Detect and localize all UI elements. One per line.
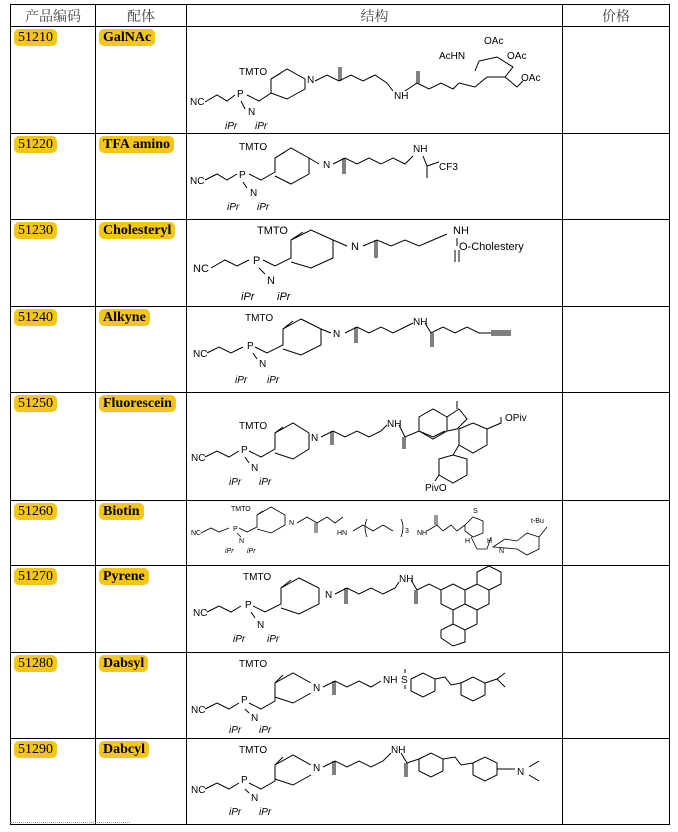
n-label: N — [259, 359, 267, 370]
nc-label: NC — [190, 176, 205, 187]
price-cell — [563, 739, 670, 825]
product-code: 51240 — [14, 309, 57, 326]
ligand-name: Alkyne — [99, 309, 150, 326]
ipr-label: iPr — [255, 121, 268, 132]
footer-divider — [10, 822, 130, 831]
nc-label: NC — [191, 785, 206, 796]
oac-label: OAc — [484, 36, 504, 47]
n-label: N — [323, 160, 331, 171]
p-label: P — [239, 170, 246, 181]
repeat-count-label: 3 — [405, 528, 409, 535]
nh-label: NH — [413, 144, 428, 155]
p-label: P — [237, 89, 244, 100]
fluorescein-structure-image — [187, 393, 561, 499]
n-label: N — [307, 75, 315, 86]
fluorescein-bonds — [205, 401, 501, 483]
table-row — [11, 739, 670, 825]
structure-cell — [187, 653, 563, 739]
cholesteryl-bonds — [211, 230, 459, 274]
n-label: N — [325, 590, 333, 601]
pivo-label: PivO — [425, 483, 447, 494]
table-row — [11, 307, 670, 393]
n-label: N — [351, 241, 359, 253]
structure-cell — [187, 501, 563, 566]
nh-label: NH — [399, 574, 414, 585]
n-label: N — [251, 463, 259, 474]
ipr-label: iPr — [229, 725, 242, 736]
ipr-label: iPr — [229, 477, 242, 488]
price-cell — [563, 220, 670, 307]
n-label: N — [333, 329, 341, 340]
table-row — [11, 566, 670, 653]
structure-cell — [187, 307, 563, 393]
nc-label: NC — [193, 349, 208, 360]
ipr-label: iPr — [257, 202, 270, 213]
structure-cell — [187, 566, 563, 653]
ipr-label: iPr — [225, 548, 234, 555]
product-code: 51230 — [14, 222, 57, 239]
nh-label: NH — [417, 530, 428, 537]
table-row — [11, 501, 670, 566]
price-cell — [563, 393, 670, 501]
ipr-label: iPr — [247, 548, 256, 555]
structure-cell — [187, 393, 563, 501]
n-label: N — [311, 433, 319, 444]
ligand-name: GalNAc — [99, 29, 155, 46]
tmto-label: TMTO — [239, 659, 268, 670]
ligand-name: TFA amino — [99, 136, 174, 153]
nc-label: NC — [193, 263, 209, 275]
pyrene-structure-image — [187, 566, 561, 651]
nc-label: NC — [191, 705, 206, 716]
acnh-label: AcHN — [439, 51, 466, 62]
product-code: 51290 — [14, 741, 57, 758]
ligand-name: Cholesteryl — [99, 222, 175, 239]
s-label: S — [473, 508, 478, 515]
galnac-bonds — [205, 57, 523, 109]
ipr-label: iPr — [229, 807, 242, 818]
tfa-bonds — [205, 148, 439, 188]
p-label: P — [247, 341, 254, 352]
nh-label: NH — [387, 419, 402, 430]
product-code: 51260 — [14, 503, 57, 520]
alkyne-bonds — [207, 319, 511, 359]
dabcyl-bonds — [205, 753, 539, 793]
alkyne-structure-image — [187, 307, 561, 391]
n-label: N — [257, 620, 265, 631]
p-label: P — [245, 600, 252, 611]
ipr-label: iPr — [241, 291, 255, 303]
price-cell — [563, 134, 670, 220]
ipr-label: iPr — [235, 375, 248, 386]
nh-label: NH — [413, 317, 428, 328]
cf3-label: CF3 — [439, 162, 458, 173]
nh-label: NH — [453, 225, 469, 237]
p-label: P — [233, 526, 238, 533]
n-label: N — [517, 767, 525, 778]
structure-cell — [187, 220, 563, 307]
hn-label: HN — [337, 530, 348, 537]
nc-label: NC — [191, 530, 202, 537]
ligand-name: Fluorescein — [99, 395, 176, 412]
tmto-label: TMTO — [245, 313, 274, 324]
tmto-label: TMTO — [239, 745, 268, 756]
tmto-label: TMTO — [239, 142, 268, 153]
ligand-name: Dabcyl — [99, 741, 149, 758]
table-row — [11, 220, 670, 307]
tmto-label: TMTO — [243, 572, 272, 583]
tmto-label: TMTO — [239, 421, 268, 432]
n-label: N — [267, 275, 275, 287]
nc-label: NC — [193, 608, 208, 619]
n-label: N — [239, 538, 245, 545]
dabsyl-bonds — [205, 669, 505, 713]
ipr-label: iPr — [267, 634, 280, 645]
tmto-label: TMTO — [239, 67, 268, 78]
nh-label: NH — [383, 675, 398, 686]
price-cell — [563, 653, 670, 739]
price-cell — [563, 307, 670, 393]
p-label: P — [241, 695, 248, 706]
h-label: H — [465, 538, 471, 545]
ipr-label: iPr — [227, 202, 240, 213]
tbu-label: t-Bu — [531, 518, 544, 525]
cholesteryl-structure-image — [187, 220, 561, 305]
header-price: 价格 — [563, 5, 670, 27]
header-structure: 结构 — [187, 5, 563, 27]
n-label: N — [250, 188, 258, 199]
product-code: 51220 — [14, 136, 57, 153]
table-row — [11, 393, 670, 501]
n-label: N — [313, 763, 321, 774]
n-label: N — [251, 713, 259, 724]
nh-label: NH — [394, 91, 409, 102]
ipr-label: iPr — [267, 375, 280, 386]
n-label: N — [499, 548, 505, 555]
header-row — [11, 5, 670, 27]
ipr-label: iPr — [259, 725, 272, 736]
n-label: N — [251, 793, 259, 804]
product-code: 51250 — [14, 395, 57, 412]
tmto-label: TMTO — [257, 225, 288, 237]
ligand-name: Dabsyl — [99, 655, 148, 672]
structure-cell — [187, 134, 563, 220]
price-cell — [563, 501, 670, 566]
n-label: N — [289, 520, 295, 527]
galnac-structure-image — [187, 27, 561, 132]
tmto-label: TMTO — [231, 506, 251, 513]
ligand-name: Biotin — [99, 503, 144, 520]
table-row — [11, 27, 670, 134]
p-label: P — [241, 775, 248, 786]
table-row — [11, 653, 670, 739]
product-table — [10, 4, 670, 825]
product-code: 51280 — [14, 655, 57, 672]
p-label: P — [241, 445, 248, 456]
ipr-label: iPr — [259, 477, 272, 488]
oac-label: OAc — [507, 51, 527, 62]
opiv-label: OPiv — [505, 413, 527, 424]
ligand-name: Pyrene — [99, 568, 149, 585]
n-label: N — [313, 683, 321, 694]
cholestery-label: O-Cholestery — [459, 241, 524, 253]
dabsyl-structure-image — [187, 653, 561, 737]
header-code: 产品编码 — [11, 5, 96, 27]
ipr-label: iPr — [225, 121, 238, 132]
ipr-label: iPr — [259, 807, 272, 818]
dabcyl-structure-image — [187, 739, 561, 823]
price-cell — [563, 27, 670, 134]
structure-cell — [187, 27, 563, 134]
ipr-label: iPr — [233, 634, 246, 645]
product-code: 51270 — [14, 568, 57, 585]
table-row — [11, 134, 670, 220]
ipr-label: iPr — [277, 291, 291, 303]
structure-cell — [187, 739, 563, 825]
price-cell — [563, 566, 670, 653]
p-label: P — [253, 255, 261, 267]
biotin-structure-image — [187, 501, 561, 564]
header-ligand: 配体 — [96, 5, 187, 27]
n-label: N — [248, 107, 256, 118]
nh-label: NH — [391, 745, 406, 756]
nc-label: NC — [190, 97, 205, 108]
product-code: 51210 — [14, 29, 57, 46]
tfa-amino-structure-image — [187, 134, 561, 218]
s-label: S — [401, 675, 408, 686]
h-label: H — [487, 538, 493, 545]
oac-label: OAc — [521, 73, 541, 84]
nc-label: NC — [191, 453, 206, 464]
